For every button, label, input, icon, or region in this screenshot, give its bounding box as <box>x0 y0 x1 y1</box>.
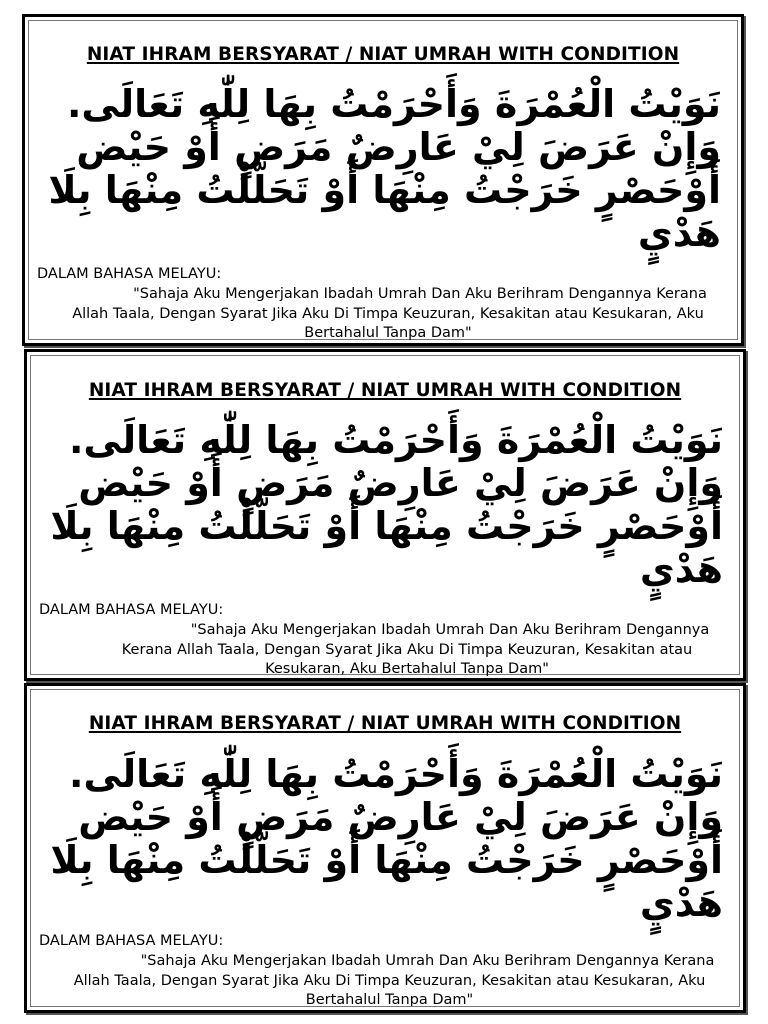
arabic-line: أَوْحَصْرٍ خَرَجْتُ مِنْهَا أَوْ تَحَلَّلْتُ مِنْهَا بِلَا <box>48 168 721 212</box>
niat-card-1 <box>22 14 744 346</box>
niat-card-3 <box>24 683 746 1013</box>
arabic-line: نَوَيْتُ الْعُمْرَةَ وَأَحْرَمْتُ بِهَا لِلّٰهِ تَعَالَى. <box>68 752 723 796</box>
malay-label: DALAM BAHASA MELAYU: <box>39 602 224 618</box>
niat-card-2 <box>24 349 746 681</box>
malay-label: DALAM BAHASA MELAYU: <box>39 933 224 949</box>
arabic-line: هَدْيٍ <box>639 881 723 925</box>
arabic-line: نَوَيْتُ الْعُمْرَةَ وَأَحْرَمْتُ بِهَا لِلّٰهِ تَعَالَى. <box>68 418 723 462</box>
card-title: NIAT IHRAM BERSYARAT / NIAT UMRAH WITH CONDITION <box>88 380 682 401</box>
arabic-line: وَإِنْ عَرَضَ لِيْ عَارِضٌ مَرَضٍ أَوْ حَيْض <box>78 795 723 839</box>
malay-label: DALAM BAHASA MELAYU: <box>37 266 222 282</box>
arabic-niat-text <box>47 419 723 591</box>
malay-translation: "Sahaja Aku Mengerjakan Ibadah Umrah Dan Aku Berihram Dengannya Kerana Allah Taala, Dengan Syarat Jika Aku Di Timpa Keuzuran, Kesakitan atau Kesukaran, Aku Bertahalul Tanpa Dam" <box>73 953 715 1006</box>
arabic-line: وَإِنْ عَرَضَ لِيْ عَارِضٌ مَرَضٍ أَوْ حَيْض <box>78 461 723 505</box>
arabic-line: هَدْيٍ <box>637 211 721 255</box>
card-title: NIAT IHRAM BERSYARAT / NIAT UMRAH WITH CONDITION <box>86 44 680 65</box>
arabic-niat-text <box>45 83 721 255</box>
arabic-line: أَوْحَصْرٍ خَرَجْتُ مِنْهَا أَوْ تَحَلَّلْتُ مِنْهَا بِلَا <box>50 504 723 548</box>
malay-translation: "Sahaja Aku Mengerjakan Ibadah Umrah Dan Aku Berihram Dengannya Kerana Allah Taala, Dengan Syarat Jika Aku Di Timpa Keuzuran, Kesakitan atau Kesukaran, Aku Bertahalul Tanpa Dam" <box>121 622 710 676</box>
arabic-line: وَإِنْ عَرَضَ لِيْ عَارِضٌ مَرَضٍ أَوْ حَيْض <box>76 125 721 169</box>
arabic-line: هَدْيٍ <box>639 547 723 591</box>
arabic-line: نَوَيْتُ الْعُمْرَةَ وَأَحْرَمْتُ بِهَا لِلّٰهِ تَعَالَى. <box>66 82 721 126</box>
malay-translation: "Sahaja Aku Mengerjakan Ibadah Umrah Dan Aku Berihram Dengannya Kerana Allah Taala, Dengan Syarat Jika Aku Di Timpa Keuzuran, Kesakitan atau Kesukaran, Aku Bertahalul Tanpa Dam" <box>72 286 707 340</box>
arabic-line: أَوْحَصْرٍ خَرَجْتُ مِنْهَا أَوْ تَحَلَّلْتُ مِنْهَا بِلَا <box>50 838 723 882</box>
card-title: NIAT IHRAM BERSYARAT / NIAT UMRAH WITH CONDITION <box>88 713 682 734</box>
arabic-niat-text <box>47 753 723 925</box>
